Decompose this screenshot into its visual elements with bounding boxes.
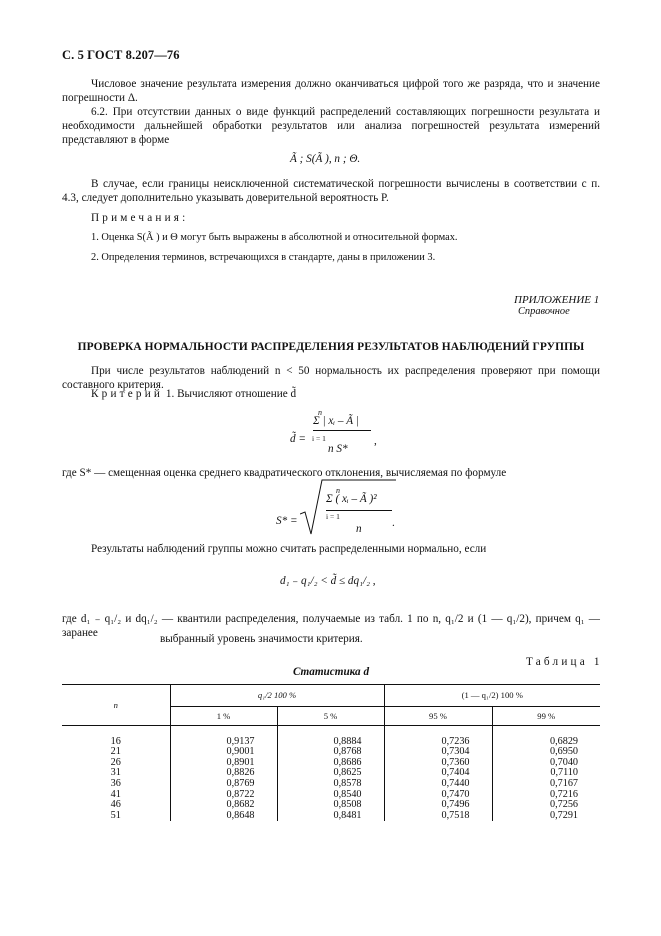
note-2: 2. Определения терминов, встречающихся в стандарте, даны в приложении 3. (91, 252, 436, 263)
table-cell-value: 0,7470 (384, 790, 492, 801)
table-cell-n: 16 (110, 735, 121, 747)
statistics-table (62, 684, 600, 821)
paragraph-6-2: 6.2. При отсутствии данных о виде функций распределений составляющих погрешности результата и необходимости дальнейшей обработки результатов или анализа погрешностей результата измерений представляют в форме (62, 106, 600, 146)
paragraph-criterion-intro: При числе результатов наблюдений n < 50 нормальность их распределения проверяют при помощи составного критерия. (62, 365, 600, 391)
table-cell-value: 0,8768 (277, 747, 384, 758)
table-cell-value: 0,8901 (170, 758, 277, 769)
table-cell-n: 46 (110, 799, 121, 811)
formula-d (290, 410, 410, 460)
formula-s-denominator: n (356, 523, 362, 535)
table-cell-value: 0,9001 (170, 747, 277, 758)
table-cell-n: 21 (110, 746, 121, 758)
table-cell-value: 0,7360 (384, 758, 492, 769)
table-cell-value: 0,7518 (384, 811, 492, 822)
table-subheader: 99 % (492, 707, 600, 726)
table-header-group-2: (1 — q₁/2) 100 % (384, 685, 600, 707)
table-subheader: 95 % (384, 707, 492, 726)
table-cell-n: 26 (110, 756, 121, 768)
formula-d-denominator: n S* (328, 443, 348, 455)
criterion-text: 1. Вычисляют отношение d̃ (163, 388, 297, 400)
criterion-line (91, 387, 296, 401)
note-1: 1. Оценка S(Ã ) и Θ могут быть выражены в абсолютной и относительной формах. (91, 232, 458, 243)
notes-title: Примечания: (91, 212, 189, 224)
paragraph-s-definition: где S* — смещенная оценка среднего квадратического отклонения, вычисляемая по формуле (62, 467, 507, 479)
table-cell-value: 0,8578 (277, 779, 384, 790)
formula-inequality: d₁ ₋ q₁/₂ < d̃ ≤ dq₁/₂ , (280, 575, 376, 587)
table-cell-value: 0,8769 (170, 779, 277, 790)
table-cell-value: 0,8682 (170, 800, 277, 811)
criterion-label: Критерий (91, 388, 164, 400)
table-cell-value: 0,8508 (277, 800, 384, 811)
appendix-title: ПРОВЕРКА НОРМАЛЬНОСТИ РАСПРЕДЕЛЕНИЯ РЕЗУЛЬТАТОВ НАБЛЮДЕНИЙ ГРУППЫ (77, 341, 585, 353)
table-row (62, 790, 600, 801)
table-cell-value: 0,7256 (492, 800, 600, 811)
table-cell-value: 0,9137 (170, 737, 277, 748)
table-row (62, 768, 600, 779)
table-cell-value: 0,8481 (277, 811, 384, 822)
table-cell-value: 0,8540 (277, 790, 384, 801)
paragraph-normal-condition: Результаты наблюдений группы можно считать распределенными нормально, если (91, 543, 487, 555)
table-header-group-1: q₁/2 100 % (170, 685, 384, 707)
table-cell-n: 41 (110, 788, 121, 800)
table-cell-n: 51 (110, 809, 121, 821)
table-cell-value: 0,7404 (384, 768, 492, 779)
table-row (62, 800, 600, 811)
table-cell-value: 0,8648 (170, 811, 277, 822)
table-cell-value: 0,7291 (492, 811, 600, 822)
table-title: Статистика d (292, 666, 370, 678)
table-row (62, 747, 600, 758)
table-cell-value: 0,7496 (384, 800, 492, 811)
table-cell-value: 0,6829 (492, 737, 600, 748)
formula-s-sum-top: n (336, 486, 340, 495)
table-cell-value: 0,7304 (384, 747, 492, 758)
table-cell-value: 0,7216 (492, 790, 600, 801)
formula-s (276, 478, 406, 538)
table-subheader: 1 % (170, 707, 277, 726)
table-cell-n: 36 (110, 777, 121, 789)
paragraph-boundaries: В случае, если границы неисключенной систематической погрешности вычислены в соответствии с п. 4.3, следует дополнительно указывать доверительной вероятность P. (62, 178, 600, 204)
table-cell-value: 0,7236 (384, 737, 492, 748)
table-cell-value: 0,8686 (277, 758, 384, 769)
table-cell-value: 0,6950 (492, 747, 600, 758)
formula-s-numerator: Σ ( xᵢ – Ã )² (326, 492, 392, 511)
formula-d-comma: , (374, 435, 377, 447)
formula-d-lhs: d̃ = (290, 433, 306, 445)
formula-result-form: Ã ; S(Ã ), n ; Θ. (290, 153, 361, 165)
formula-d-numerator: Σ | xᵢ – Ã | (313, 414, 371, 431)
table-cell-value: 0,8826 (170, 768, 277, 779)
paragraph-quantiles: где d₁ ₋ q₁/₂ и dq₁/₂ — квантили распределения, получаемые из табл. 1 по n, q₁/2 и (1 — q₁/2), причем q₁ — заранее (62, 613, 600, 639)
paragraph-rounding: Числовое значение результата измерения должно оканчиваться цифрой того же разряда, что и значение погрешности Δ. (62, 78, 600, 104)
appendix-label: ПРИЛОЖЕНИЕ 1 (514, 294, 600, 306)
formula-s-lhs: S* = (276, 515, 298, 527)
formula-s-dot: . (392, 517, 395, 529)
table-cell-n: 31 (110, 767, 121, 779)
table-header-row-1 (62, 685, 600, 707)
formula-d-sum-top: n (318, 408, 322, 417)
table-cell-value: 0,7040 (492, 758, 600, 769)
table-cell-value: 0,7167 (492, 779, 600, 790)
table-row (62, 737, 600, 748)
table-body (62, 726, 600, 822)
formula-s-sum-bottom: i = 1 (326, 512, 340, 521)
table-cell-value: 0,7440 (384, 779, 492, 790)
page-header: С. 5 ГОСТ 8.207—76 (62, 48, 180, 62)
appendix-sublabel: Справочное (518, 306, 570, 317)
table-cell-value: 0,8625 (277, 768, 384, 779)
table-label: Таблица 1 (526, 656, 603, 668)
table-subheader: 5 % (277, 707, 384, 726)
table-header-n: n (62, 685, 170, 726)
table-cell-value: 0,8884 (277, 737, 384, 748)
table-cell-value: 0,7110 (492, 768, 600, 779)
formula-d-sum-bottom: i = 1 (312, 434, 326, 443)
table-row (62, 758, 600, 769)
table-cell-value: 0,8722 (170, 790, 277, 801)
table-row (62, 811, 600, 822)
table-row (62, 779, 600, 790)
paragraph-quantiles-cont: выбранный уровень значимости критерия. (160, 633, 363, 645)
